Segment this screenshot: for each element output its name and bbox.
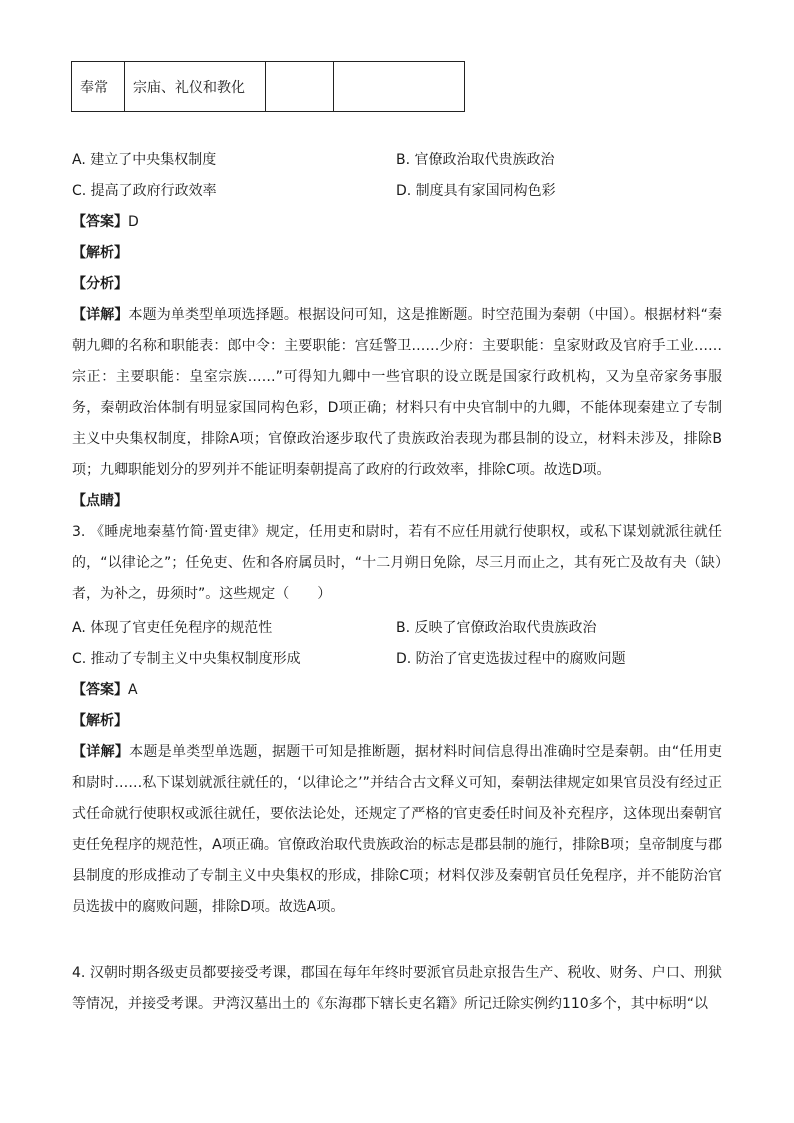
detail-tag: 【详解】	[72, 307, 129, 323]
answer-tag: 【答案】	[72, 214, 128, 230]
q2-detail	[72, 300, 722, 486]
table-cell	[334, 62, 465, 112]
table-cell: 奉常	[72, 62, 125, 112]
q2-answer	[72, 212, 139, 232]
q2-dianjing-heading: 【点睛】	[72, 493, 128, 509]
q2-option-c: C. 提高了政府行政效率	[72, 183, 217, 199]
officials-table	[71, 61, 465, 112]
q2-option-a: A. 建立了中央集权制度	[72, 152, 217, 168]
q3-answer	[72, 680, 138, 700]
detail-text: 本题为单类型单项选择题。根据设问可知，这是推断题。时空范围为秦朝（中国）。根据材料“秦朝九卿的名称和职能表：郎中令：主要职能：宫廷警卫……少府：主要职能：皇家财政及官府手工业……宗正：主要职能：皇室宗族……”可得知九卿中一些官职的设立既是国家行政机构，又为皇帝家务事服务，秦朝政治体制有明显家国同构色彩，D项正确；材料只有中央官制中的九卿，不能体现秦建立了专制主义中央集权制度，排除A项；官僚政治逐步取代了贵族政治表现为郡县制的设立，材料未涉及，排除B项；九卿职能划分的罗列并不能证明秦朝提高了政府的行政效率，排除C项。故选D项。	[72, 307, 722, 478]
detail-tag: 【详解】	[72, 744, 130, 760]
detail-text: 本题是单类型单选题，据题干可知是推断题，据材料时间信息得出准确时空是秦朝。由“任用吏和尉时……私下谋划就派往就任的，‘以律论之’”并结合古文释义可知，秦朝法律规定如果官员没有经过正式任命就行使职权或派往就任，要依法论处，还规定了严格的官吏委任时间及补充程序，这体现出秦朝官吏任免程序的规范性，A项正确。官僚政治取代贵族政治的标志是郡县制的施行，排除B项；皇帝制度与郡县制度的形成推动了专制主义中央集权的形成，排除C项；材料仅涉及秦朝官员任免程序，并不能防治官员选拔中的腐败问题，排除D项。故选A项。	[72, 744, 722, 915]
q3-option-a: A. 体现了官吏任免程序的规范性	[72, 620, 273, 636]
q3-option-c: C. 推动了专制主义中央集权制度形成	[72, 651, 301, 667]
table-cell	[266, 62, 334, 112]
table-cell: 宗庙、礼仪和教化	[125, 62, 266, 112]
q2-jiexi-heading: 【解析】	[72, 245, 128, 261]
q2-option-b: B. 官僚政治取代贵族政治	[396, 152, 555, 168]
answer-value: A	[128, 682, 138, 698]
table-row	[72, 62, 465, 112]
answer-value: D	[128, 214, 139, 230]
answer-tag: 【答案】	[72, 682, 128, 698]
q3-stem: 3. 《睡虎地秦墓竹简·置吏律》规定，任用吏和尉时，若有不应任用就行使职权，或私下谋划就派往就任的，“以律论之”；任免吏、佐和各府属员时，“十二月朔日免除，尽三月而止之，其有死亡及故有夬（缺）者，为补之，毋须时”。这些规定（ ）	[72, 524, 722, 602]
q2-fenxi-heading: 【分析】	[72, 276, 128, 292]
q3-detail	[72, 737, 722, 923]
q2-option-d: D. 制度具有家国同构色彩	[396, 183, 556, 199]
q3-jiexi-heading: 【解析】	[72, 713, 128, 729]
q3-option-b: B. 反映了官僚政治取代贵族政治	[396, 620, 597, 636]
q4-stem: 4. 汉朝时期各级吏员都要接受考课，郡国在每年年终时要派官员赴京报告生产、税收、财务、户口、刑狱等情况，并接受考课。尹湾汉墓出土的《东海郡下辖长吏名籍》所记迁除实例约110多个，其中标明“以	[72, 965, 722, 1012]
q3-option-d: D. 防治了官吏选拔过程中的腐败问题	[396, 651, 626, 667]
